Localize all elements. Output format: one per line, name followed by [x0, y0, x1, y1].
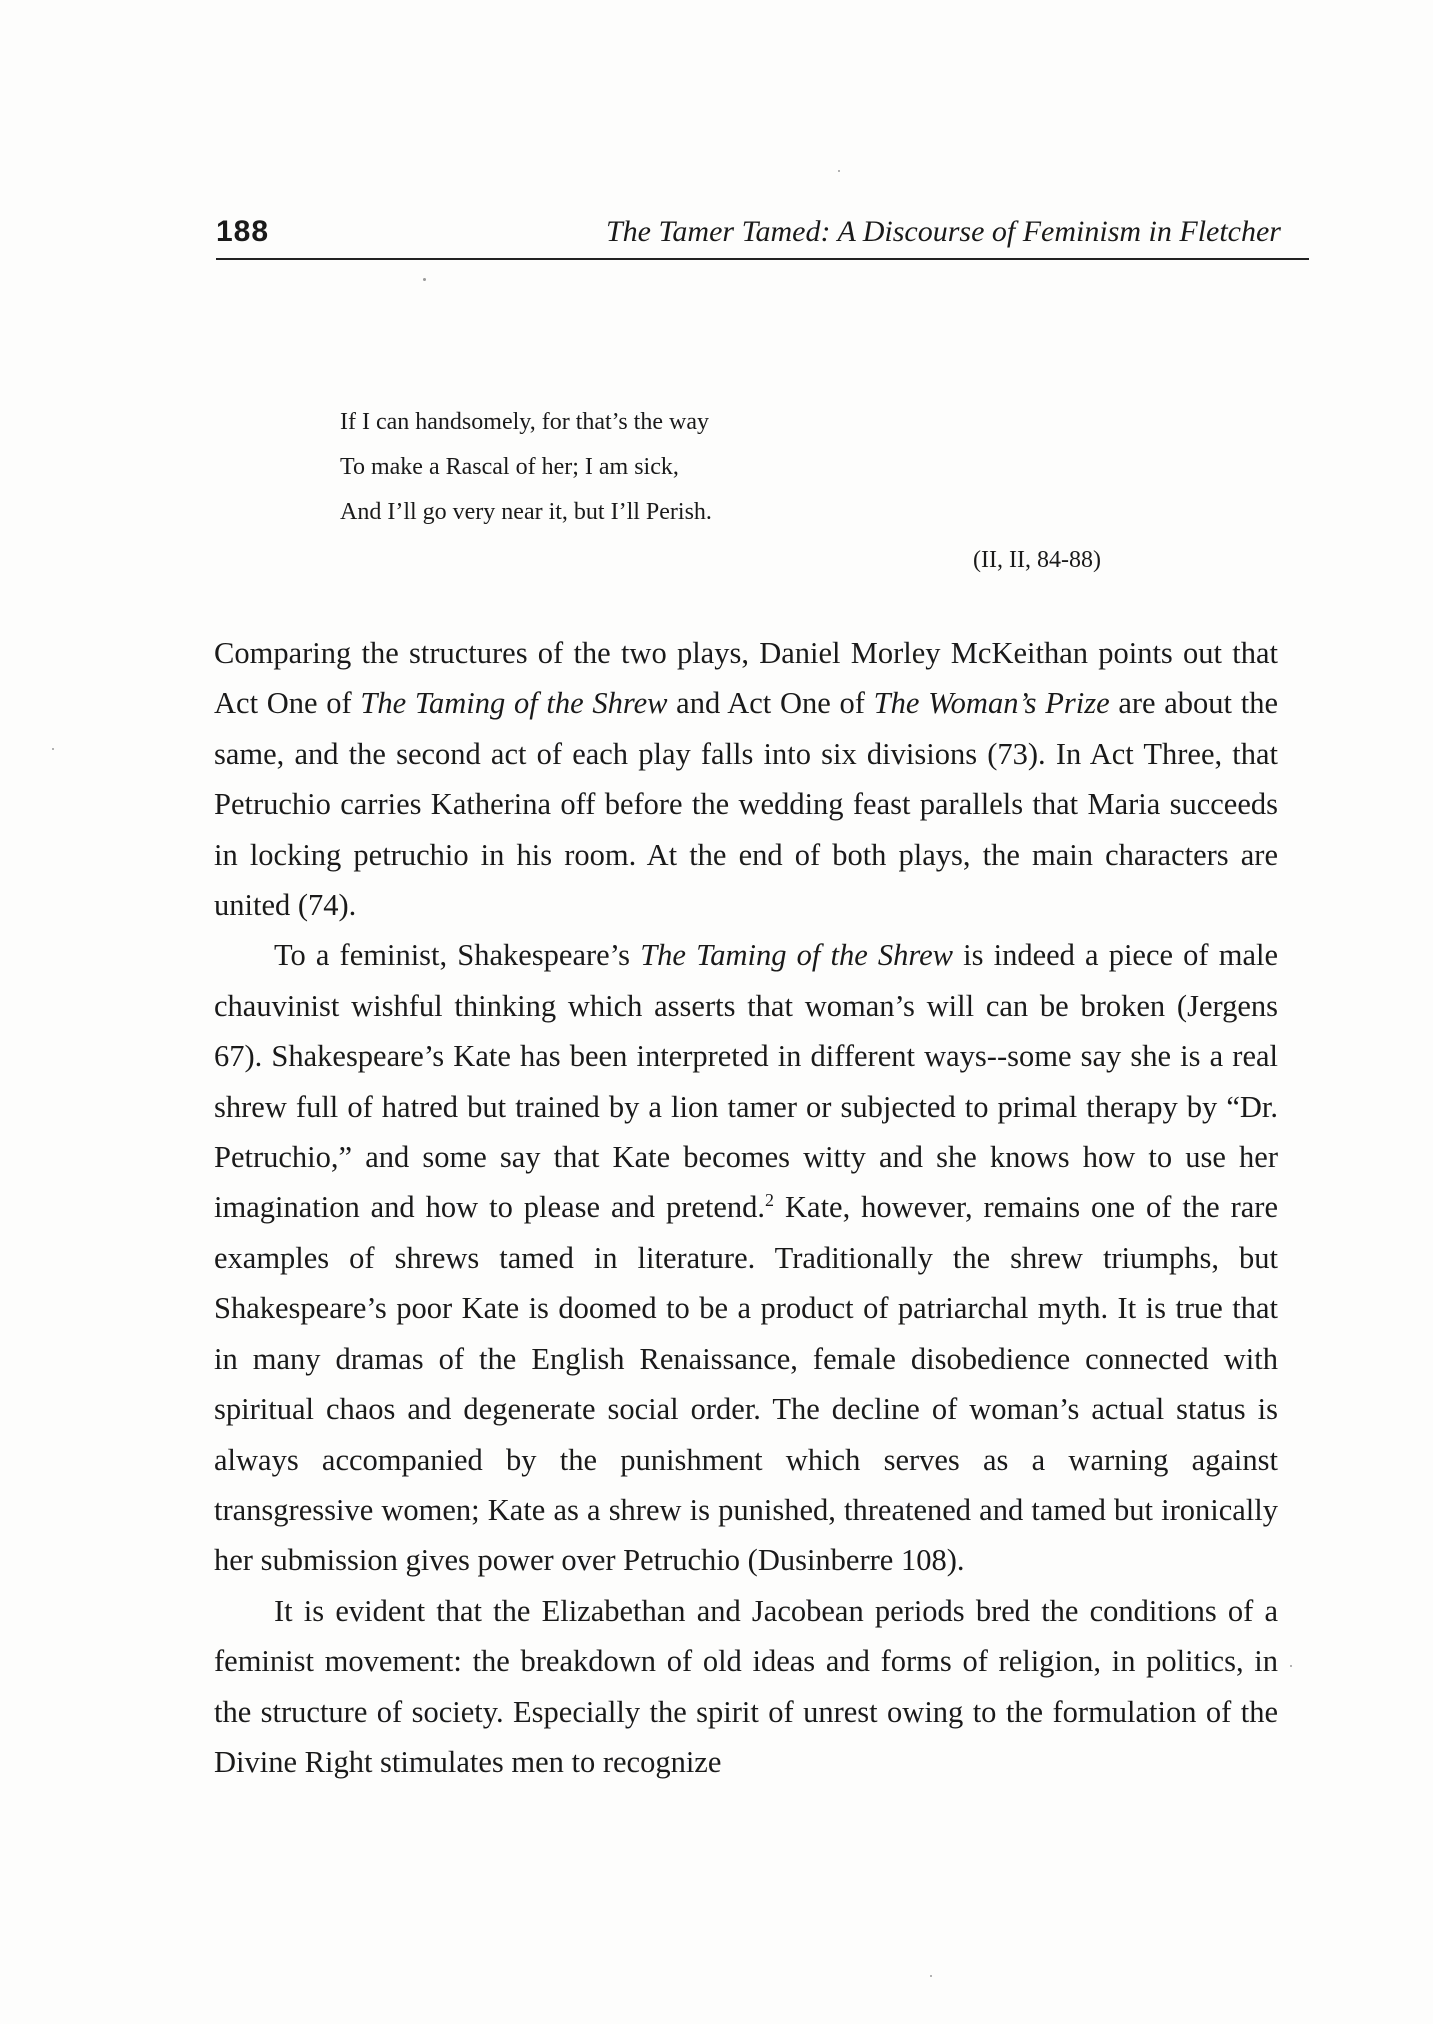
body-text: [214, 628, 1278, 1787]
scan-speck: [838, 170, 840, 172]
play-title: The Woman’s Prize: [873, 686, 1110, 721]
play-title: The Taming of the Shrew: [640, 938, 953, 973]
scan-speck: [930, 1975, 932, 1977]
text-run: is indeed a piece of male chauvinist wishful thinking which asserts that woman’s will can be broken (Jergens 67). Shakespeare’s Kate has been interpreted in different ways--some say she is a real shrew full of hatred but trained by a lion tamer or subjected to primal therapy by “Dr. Petruchio,” and some say that Kate becomes witty and she knows how to use her imagination and how to please and pretend.: [214, 938, 1278, 1225]
verse-citation: (II, II, 84-88): [973, 547, 1101, 573]
text-run: Comparing the structures of the two plays, Daniel Morley McKeithan points out that Act One of: [214, 636, 1278, 721]
text-run: and Act One of: [667, 686, 874, 721]
verse-line: And I’ll go very near it, but I’ll Perish.: [340, 499, 712, 525]
text-run: To a feminist, Shakespeare’s: [274, 938, 641, 973]
verse-line: If I can handsomely, for that’s the way: [340, 409, 709, 435]
scan-speck: [1290, 1665, 1292, 1667]
footnote-marker: 2: [765, 1190, 775, 1211]
paragraph-3: [214, 1586, 1278, 1788]
verse-line: To make a Rascal of her; I am sick,: [340, 454, 679, 480]
text-run: are about the same, and the second act of each play falls into six divisions (73). In Act Three, that Petruchio carries Katherina off before the wedding feast parallels that Maria succeeds in locking petruchio in his room. At the end of both plays, the main characters are united (74).: [214, 686, 1278, 923]
verse-quotation: [340, 400, 1040, 535]
paragraph-2: [214, 930, 1278, 1585]
page-number: 188: [216, 215, 270, 248]
play-title: The Taming of the Shrew: [360, 686, 668, 721]
text-run: It is evident that the Elizabethan and Jacobean periods bred the conditions of a feminist movement: the breakdown of old ideas and forms of religion, in politics, in the structure of society. Especially the spirit of unrest owing to the formulation of the Divine Right stimulates men to recognize: [214, 1593, 1278, 1779]
text-run: Kate, however, remains one of the rare examples of shrews tamed in literature. Traditionally the shrew triumphs, but Shakespeare’s poor Kate is doomed to be a product of patriarchal myth. It is true that in many dramas of the English Renaissance, female disobedience connected with spiritual chaos and degenerate social order. The decline of woman’s actual status is always accompanied by the punishment which serves as a warning against transgressive women; Kate as a shrew is punished, threatened and tamed but ironically her submission gives power over Petruchio (Dusinberre 108).: [214, 1190, 1278, 1578]
running-header: [216, 212, 1309, 260]
paragraph-1: [214, 628, 1278, 930]
scan-speck: [52, 748, 54, 750]
running-title: The Tamer Tamed: A Discourse of Feminism in Fletcher: [606, 215, 1281, 248]
scan-speck: [423, 278, 426, 281]
